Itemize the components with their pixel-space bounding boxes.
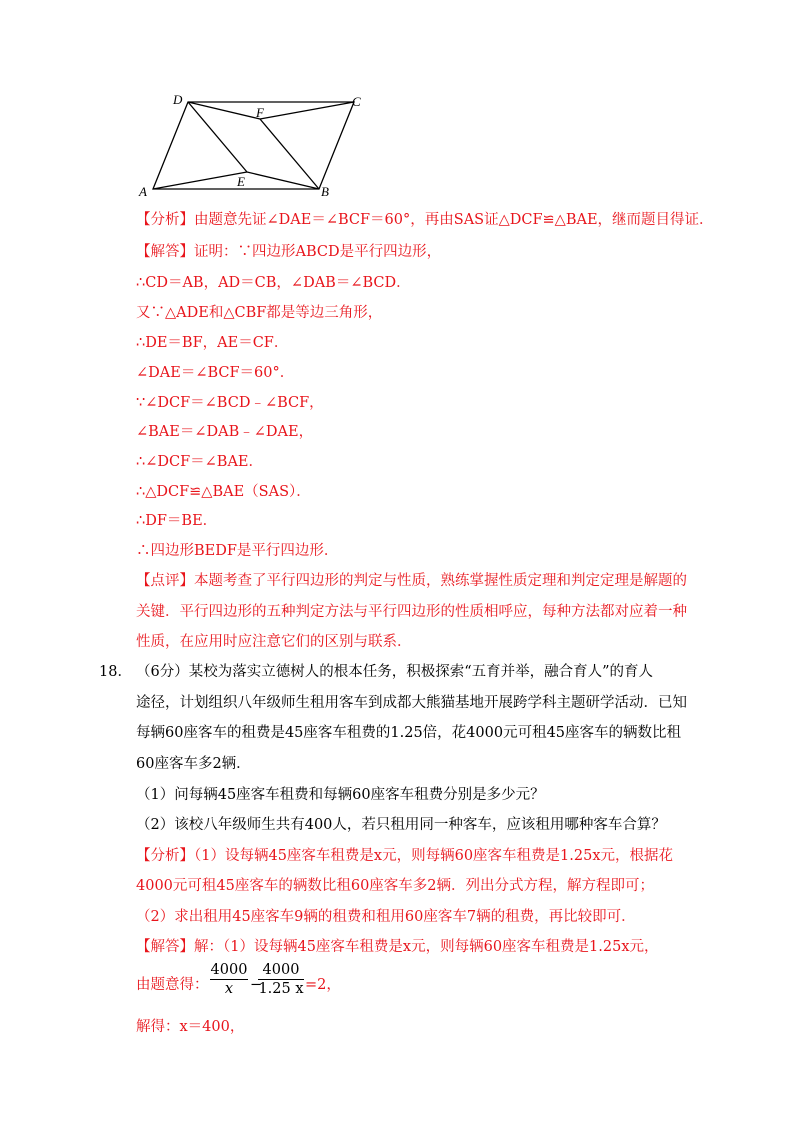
label-d: D (173, 92, 183, 107)
label-e: E (237, 174, 245, 189)
q17-solution-line: ∴△DCF≌△BAE（SAS）． (136, 484, 311, 500)
q17-analysis-text: 由题意先证∠DAE＝∠BCF＝60°，再由SAS证△DCF≌△BAE，继而题目得证． (194, 212, 714, 228)
q17-comment-tag: 【点评】 (136, 573, 194, 589)
q17-comment-first (136, 572, 687, 590)
fraction-2-denominator: 1.25 x (258, 981, 304, 997)
q17-comment-line: 性质，在应用时应注意它们的区别与联系． (136, 634, 412, 650)
q17-comment-line: 本题考查了平行四边形的判定与性质，熟练掌握性质定理和判定定理是解题的 (194, 573, 687, 589)
equation-minus: − (250, 977, 263, 993)
q18-analysis-line: 4000元可租45座客车的辆数比租60座客车多2辆．列出分式方程，解方程即可； (136, 878, 655, 894)
q17-solution-line: ∴CD＝AB，AD＝CB，∠DAB＝∠BCD． (136, 275, 411, 291)
q17-analysis-tag: 【分析】 (136, 212, 194, 228)
equation-fraction-1 (210, 962, 248, 997)
q18-solve-line: 解得：x＝400， (136, 1019, 245, 1035)
fraction-2-numerator: 4000 (262, 962, 300, 978)
q18-analysis-line: （1）设每辆45座客车租费是x元，则每辆60座客车租费是1.25x元，根据花 (194, 848, 674, 864)
q17-solution-line: ∵∠DCF＝∠BCD﹣∠BCF， (136, 395, 324, 411)
equation-fraction-2 (258, 962, 304, 997)
q18-problem-line: 60座客车多2辆． (136, 756, 251, 772)
q17-solution-line: ∠BAE＝∠DAB﹣∠DAE， (136, 424, 314, 440)
q17-solution-tag: 【解答】 (136, 244, 194, 260)
q18-solution-line: 解：（1）设每辆45座客车租费是x元，则每辆60座客车租费是1.25x元， (194, 939, 659, 955)
q17-solution-line: 又∵△ADE和△CBF都是等边三角形， (136, 305, 383, 321)
q18-subquestion-1: （1）问每辆45座客车租费和每辆60座客车租费分别是多少元？ (136, 787, 545, 803)
q18-analysis-tag: 【分析】 (136, 848, 194, 864)
q17-comment-line: 关键．平行四边形的五种判定方法与平行四边形的性质相呼应，每种方法都对应着一种 (136, 604, 687, 620)
q17-solution-first (136, 243, 441, 261)
q17-solution-line: 证明：∵四边形ABCD是平行四边形， (194, 244, 442, 260)
q18-problem-line: 每辆60座客车的租费是45座客车租费的1.25倍，花4000元可租45座客车的辆数比租 (136, 725, 682, 741)
q18-problem-line: 途径，计划组织八年级师生租用客车到成都大熊猫基地开展跨学科主题研学活动．已知 (136, 695, 687, 711)
q18-analysis-line: （2）求出租用45座客车9辆的租费和租用60座客车7辆的租费，再比较即可． (136, 909, 636, 925)
q17-solution-line: ∴∠DCF＝∠BAE． (136, 454, 264, 470)
q18-analysis-first (136, 847, 673, 865)
q17-solution-line: ∠DAE＝∠BCF＝60°． (136, 365, 295, 381)
fraction-1-denominator: x (224, 981, 234, 997)
q18-subquestion-2: （2）该校八年级师生共有400人，若只租用同一种客车，应该租用哪种客车合算？ (136, 817, 666, 833)
parallelogram-figure (130, 88, 380, 203)
q18-problem-line: （6分）某校为落实立德树人的根本任务，积极探索“五育并举，融合育人”的育人 (136, 664, 654, 680)
q18-solution-tag: 【解答】 (136, 939, 194, 955)
label-a: A (139, 184, 147, 199)
q17-solution-line: ∴DF＝BE． (136, 513, 218, 529)
q17-solution-line: ∴DE＝BF，AE＝CF． (136, 335, 289, 351)
q17-solution-line: ∴四边形BEDF是平行四边形． (136, 543, 339, 559)
label-b: B (321, 184, 329, 199)
label-f: F (256, 105, 264, 120)
equation-rhs: =2， (305, 977, 341, 993)
q18-number: 18． (99, 664, 132, 680)
q17-analysis (136, 211, 714, 229)
q18-equation-prefix: 由题意得： (136, 977, 209, 993)
q18-solution-first (136, 938, 659, 956)
fraction-1-numerator: 4000 (210, 962, 248, 978)
label-c: C (352, 94, 361, 109)
